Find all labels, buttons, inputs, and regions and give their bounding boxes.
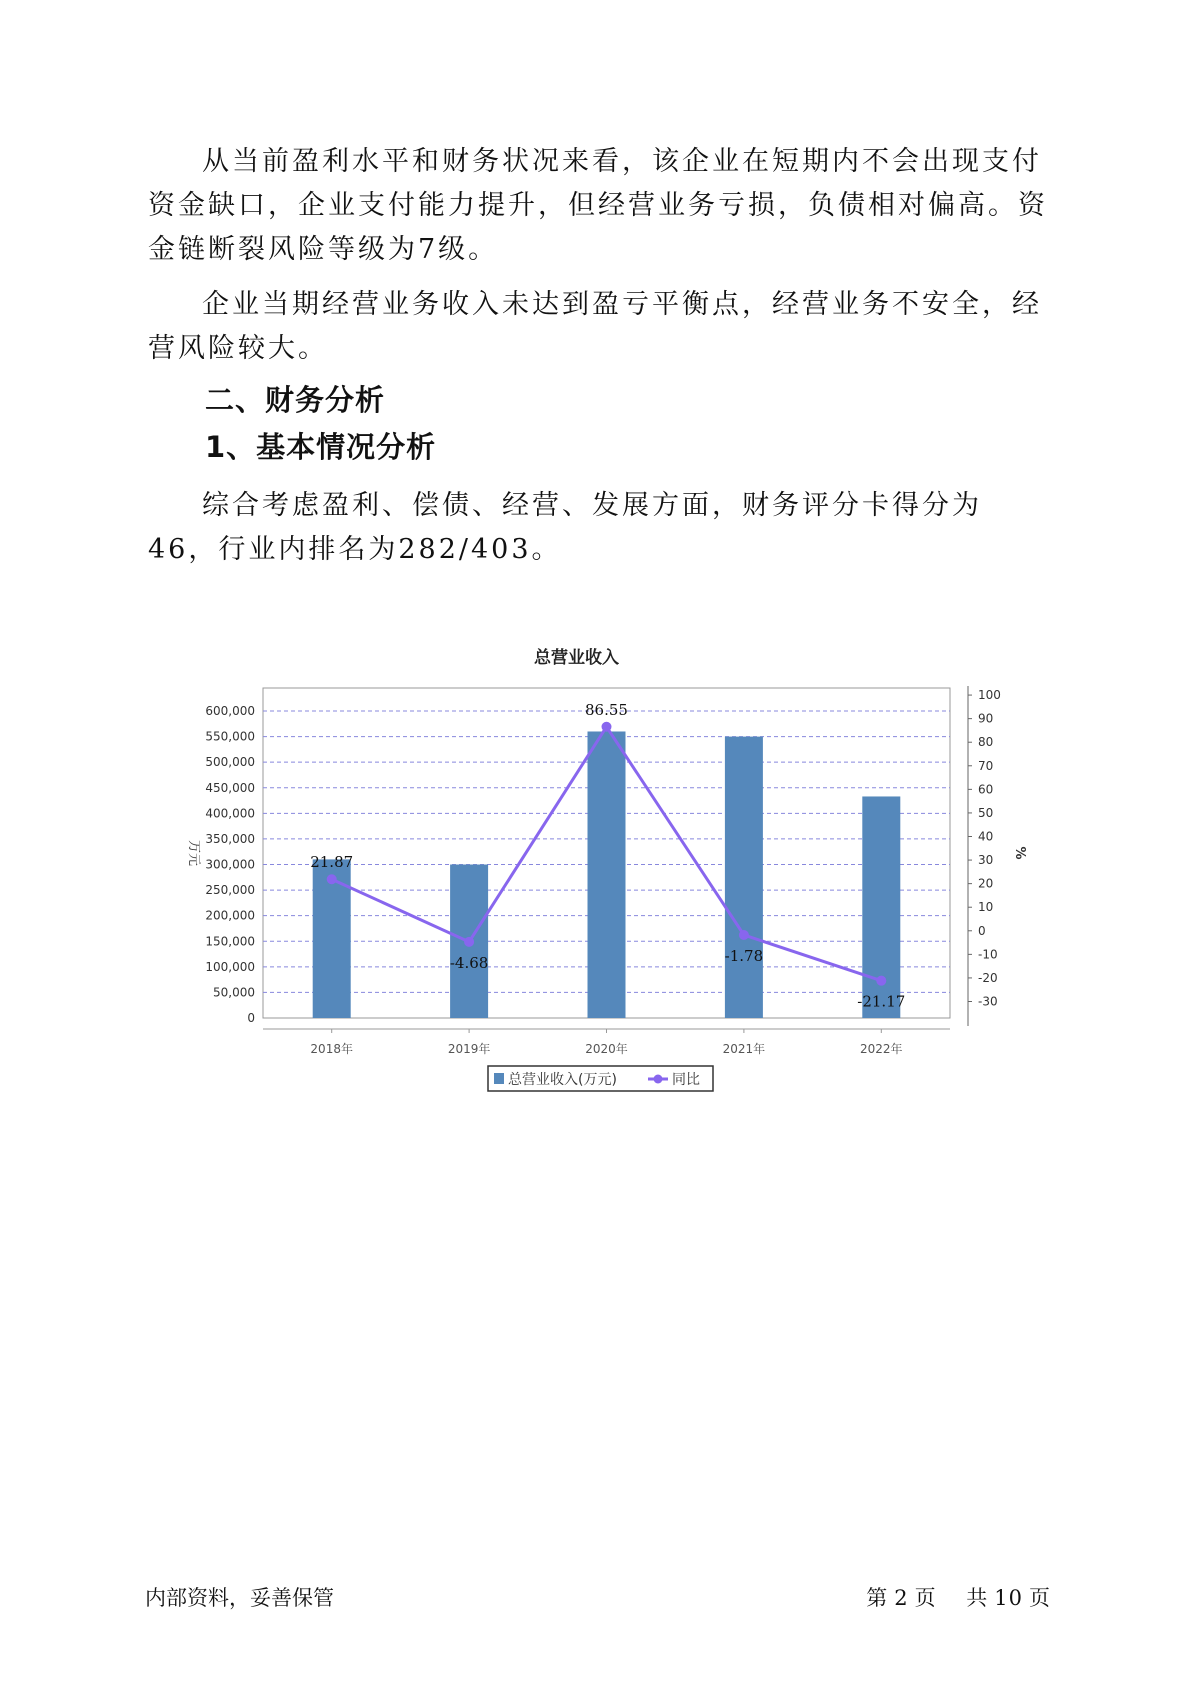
data-label-2018年: 21.87 [310, 853, 354, 872]
y-left-tick-label-7: 350,000 [205, 831, 255, 846]
data-label-2019年: -4.68 [449, 953, 489, 972]
y-right-tick-label-3: 0 [978, 923, 986, 938]
y-left-tick-label-10: 500,000 [205, 755, 255, 770]
page-number: 2 [894, 1586, 909, 1610]
legend-label-revenue: 总营业收入(万元) [508, 1072, 617, 1088]
y-right-tick-label-5: 20 [978, 876, 994, 891]
data-label-2021年: -1.78 [724, 946, 764, 965]
legend-swatch-revenue [494, 1073, 504, 1084]
y-left-tick-label-12: 600,000 [205, 704, 255, 719]
y-right-tick-label-6: 30 [978, 853, 994, 868]
y-right-tick-label-10: 70 [978, 758, 994, 773]
y-left-tick-label-11: 550,000 [205, 729, 255, 744]
y-right-tick-label-8: 50 [978, 805, 994, 820]
y-right-tick-label-13: 100 [978, 688, 1001, 703]
y-right-tick-label-7: 40 [978, 829, 994, 844]
bar-2020年 [588, 731, 626, 1018]
y-right-tick-label-1: -20 [978, 970, 998, 985]
y-left-tick-label-4: 200,000 [205, 908, 255, 923]
line-point-2018年 [327, 874, 337, 884]
y-left-axis-title: 万元 [186, 839, 201, 867]
line-point-2020年 [602, 722, 612, 732]
x-tick-label-2019年: 2019年 [447, 1042, 491, 1056]
page-suffix: 页 [914, 1586, 937, 1610]
y-right-axis-title: % [1012, 846, 1027, 860]
y-right-tick-label-2: -10 [978, 947, 998, 962]
y-right-tick-label-11: 80 [978, 735, 994, 750]
y-left-tick-label-5: 250,000 [205, 883, 255, 898]
data-label-2020年: 86.55 [585, 700, 628, 719]
line-point-2021年 [739, 930, 749, 940]
y-left-tick-label-1: 50,000 [213, 985, 255, 1000]
chart-title: 总营业收入 [534, 648, 619, 668]
y-right-tick-label-4: 10 [978, 900, 994, 915]
paragraph-operating-risk: 企业当期经营业务收入未达到盈亏平衡点，经营业务不安全，经营风险较大。 [148, 289, 1042, 364]
total-suffix: 页 [1029, 1586, 1051, 1610]
legend-label-yoy: 同比 [672, 1072, 700, 1088]
line-point-2022年 [876, 976, 886, 986]
x-tick-label-2018年: 2018年 [310, 1042, 353, 1056]
legend-marker-yoy [654, 1075, 663, 1084]
subsection-heading-basic-analysis: 1、基本情况分析 [205, 430, 437, 464]
x-tick-label-2021年: 2021年 [722, 1042, 766, 1056]
y-left-tick-label-9: 450,000 [205, 780, 255, 795]
y-left-tick-label-2: 100,000 [205, 959, 255, 974]
section-heading-financial-analysis: 二、财务分析 [205, 383, 386, 417]
total-prefix: 共 [966, 1586, 989, 1610]
bar-2021年 [725, 737, 763, 1018]
footer-confidential-note: 内部资料，妥善保管 [145, 1586, 334, 1610]
footer-page-info [860, 1582, 1051, 1612]
paragraph-scorecard: 综合考虑盈利、偿债、经营、发展方面，财务评分卡得分为46，行业内排名为282/403。 [148, 490, 982, 565]
y-left-tick-label-3: 150,000 [205, 934, 255, 949]
y-left-tick-label-8: 400,000 [205, 806, 255, 821]
paragraph-risk-summary: 从当前盈利水平和财务状况来看，该企业在短期内不会出现支付资金缺口，企业支付能力提升，但经营业务亏损，负债相对偏高。资金链断裂风险等级为7级。 [148, 146, 1048, 265]
y-right-tick-label-0: -30 [978, 994, 998, 1009]
page-prefix: 第 [866, 1586, 889, 1610]
total-pages: 10 [994, 1586, 1023, 1610]
y-left-tick-label-0: 0 [247, 1011, 255, 1025]
x-tick-label-2020年: 2020年 [585, 1042, 628, 1056]
data-label-2022年: -21.17 [857, 992, 906, 1011]
line-point-2019年 [464, 937, 474, 947]
y-right-tick-label-12: 90 [978, 711, 994, 726]
y-left-tick-label-6: 300,000 [205, 857, 255, 872]
y-right-tick-label-9: 60 [978, 782, 994, 797]
x-tick-label-2022年: 2022年 [860, 1042, 903, 1056]
